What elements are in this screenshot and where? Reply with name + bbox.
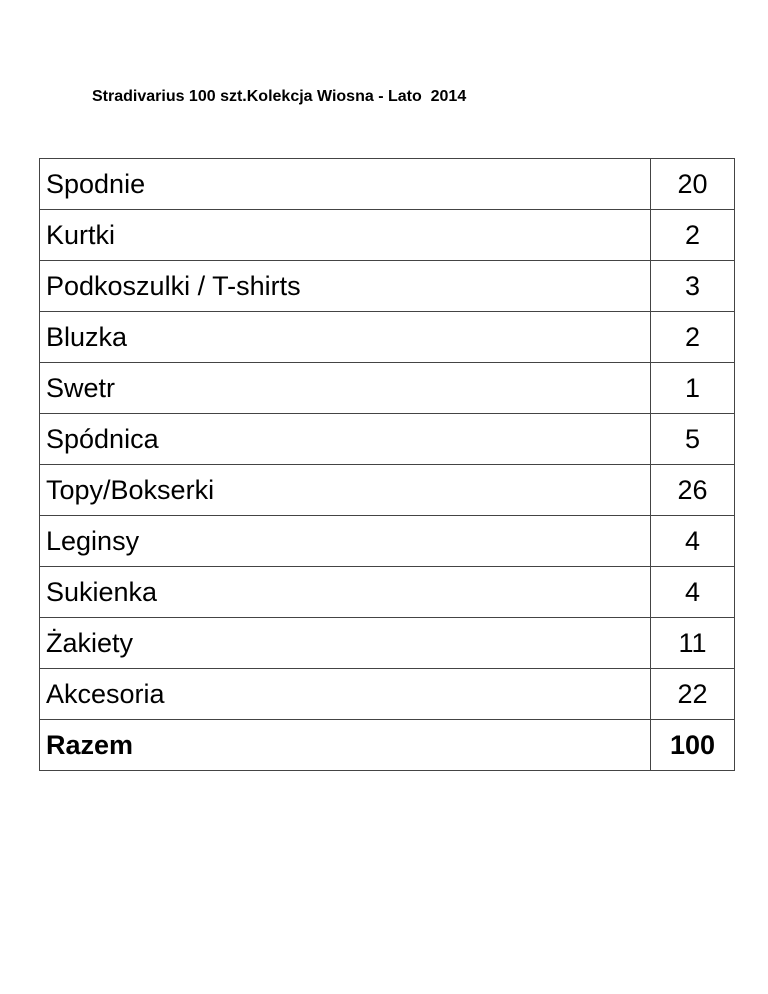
table-row xyxy=(40,567,735,618)
item-name: Żakiety xyxy=(40,618,651,669)
table-row xyxy=(40,669,735,720)
item-quantity: 2 xyxy=(651,312,735,363)
total-row xyxy=(40,720,735,771)
item-name: Akcesoria xyxy=(40,669,651,720)
total-quantity: 100 xyxy=(651,720,735,771)
item-name: Swetr xyxy=(40,363,651,414)
table-row xyxy=(40,465,735,516)
item-quantity: 4 xyxy=(651,567,735,618)
item-name: Leginsy xyxy=(40,516,651,567)
item-quantity: 5 xyxy=(651,414,735,465)
table-row xyxy=(40,618,735,669)
item-name: Spodnie xyxy=(40,159,651,210)
item-quantity: 26 xyxy=(651,465,735,516)
item-quantity: 3 xyxy=(651,261,735,312)
item-quantity: 22 xyxy=(651,669,735,720)
table-row xyxy=(40,159,735,210)
item-name: Podkoszulki / T-shirts xyxy=(40,261,651,312)
table-row xyxy=(40,261,735,312)
table-row xyxy=(40,516,735,567)
total-label: Razem xyxy=(40,720,651,771)
table-row xyxy=(40,210,735,261)
document-title: Stradivarius 100 szt.Kolekcja Wiosna - Lato 2014 xyxy=(92,88,467,105)
item-name: Sukienka xyxy=(40,567,651,618)
item-name: Bluzka xyxy=(40,312,651,363)
table-row xyxy=(40,363,735,414)
item-name: Topy/Bokserki xyxy=(40,465,651,516)
item-quantity: 1 xyxy=(651,363,735,414)
item-quantity: 4 xyxy=(651,516,735,567)
table-row xyxy=(40,312,735,363)
item-quantity: 11 xyxy=(651,618,735,669)
item-quantity: 2 xyxy=(651,210,735,261)
inventory-table xyxy=(39,158,735,771)
table-row xyxy=(40,414,735,465)
item-name: Kurtki xyxy=(40,210,651,261)
item-quantity: 20 xyxy=(651,159,735,210)
item-name: Spódnica xyxy=(40,414,651,465)
